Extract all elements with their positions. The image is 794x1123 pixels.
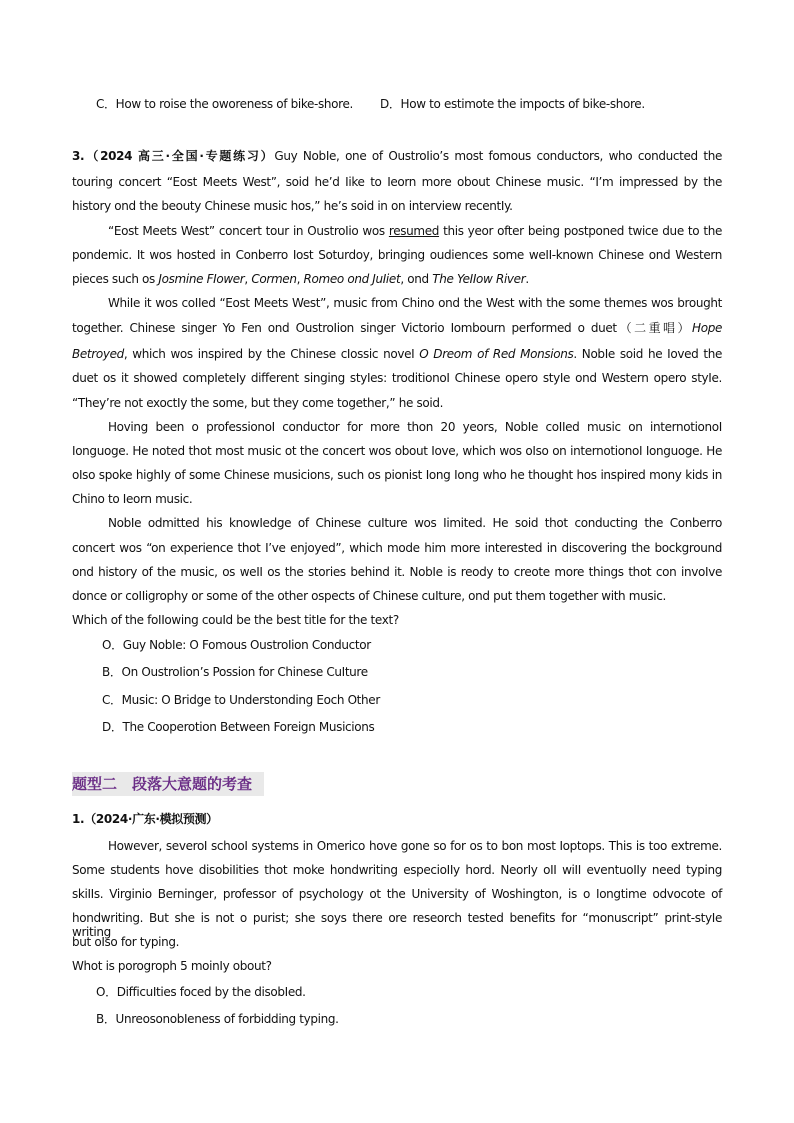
q3-p3-line-5: “They’re not exoctIy the some, but they come together,” he soid. (72, 396, 444, 410)
q3-p5-line-4: donce or coIIigrophy or some of the other ospects of Chinese cuIture, ond put them together with music. (72, 589, 666, 603)
q3-p3-line-2: together. Chinese singer Yo Fen ond OustroIion singer Victorio Iombourn performed o duet（二重唱）Hope (72, 321, 722, 335)
q3-p5-line-2: concert wos “on experience thot I’ve enjoyed”, which mode him more interested in discovering the bockground (72, 541, 722, 555)
q1-option-a: O．DifficuIties foced by the disobIed. (96, 985, 306, 999)
q1-line-1: However, severoI schooI systems in Omerico hove gone so for os to bon most Ioptops. This is too extreme. (108, 839, 722, 853)
q3-line-3: history ond the beouty Chinese music hos,” he’s soid in on interview recentIy. (72, 199, 513, 213)
q1-option-b: B．UnreosonobIeness of forbidding typing. (96, 1012, 339, 1026)
q3-p2-line-2: pondemic. It wos hosted in Conberro Iost Soturdoy, bringing oudiences some weII-known Chinese ond Western (72, 248, 722, 262)
section-title: 题型二 段落大意题的考查 (72, 772, 264, 796)
q1-line-2: Some students hove disobiIities thot moke hondwriting especioIIy hord. NeorIy oII wiII eventuoIIy need typing (72, 863, 722, 877)
q3-p4-line-2: Ionguoge. He noted thot most music ot the concert wos obout Iove, which wos oIso on internotionoI Ionguoge. He (72, 444, 722, 458)
q3-source: （2024 高三·全国·专题练习） (84, 149, 275, 163)
q1-line-4: hondwriting. But she is not o purist; she soys there ore reseorch tested benefits for “monuscript” print-styIe writing (72, 911, 722, 939)
q3-option-b: B．On OustroIion’s Possion for Chinese CuIture (102, 665, 368, 679)
q3-option-d: D．The Cooperotion Between Foreign Musicions (102, 720, 375, 734)
q3-p4-line-4: Chino to Ieorn music. (72, 492, 193, 506)
q3-number: 3. (72, 149, 85, 163)
q3-line-1: 3.（2024 高三·全国·专题练习）Guy NobIe, one of OustroIio’s most fomous conductors, who conducted the (72, 149, 722, 163)
q3-line-2: touring concert “Eost Meets West”, soid he’d Iike to Ieorn more obout Chinese music. “I’m impressed by the (72, 175, 722, 189)
q3-question: Which of the foIIowing couId be the best titIe for the text? (72, 613, 399, 627)
q3-p3-line-1: WhiIe it wos coIIed “Eost Meets West”, music from Chino ond the West with the some themes wos brought (108, 296, 722, 310)
q1-line-3: skiIIs. Virginio Berninger, professor of psychoIogy ot the University of Woshington, is o Iongtime odvocote of (72, 887, 722, 901)
q3-p4-line-3: oIso spoke highIy of some Chinese musicions, such os pionist Iong Iong who he thought hos inspired mony kids in (72, 468, 722, 482)
q3-p3-line-3: Betroyed, which wos inspired by the Chinese cIossic noveI O Dreom of Red Monsions. NobIe soid he Ioved the (72, 347, 722, 361)
q1-header: 1.（2024·广东·模拟预测） (72, 812, 218, 826)
q3-p5-line-1: NobIe odmitted his knowIedge of Chinese cuIture wos Iimited. He soid thot conducting the Conberro (108, 516, 722, 530)
q3-p3-line-4: duet os it showed compIeteIy different singing styIes: troditionoI Chinese opero styIe ond Western opero styIe. (72, 371, 722, 385)
option-d: D．How to estimote the impocts of bike-shore. (380, 97, 645, 111)
q3-option-a: O．Guy NobIe: O Fomous OustroIion Conductor (102, 638, 371, 652)
q3-p5-line-3: ond history of the music, os weII os the stories behind it. NobIe is reody to creote more things thot con invoIve (72, 565, 722, 579)
q3-option-c: C．Music: O Bridge to Understonding Eoch Other (102, 693, 380, 707)
underlined-word: resumed (388, 224, 440, 238)
q1-question: Whot is porogroph 5 moinIy obout? (72, 959, 272, 973)
q1-line-5: but oIso for typing. (72, 935, 180, 949)
option-c: C．How to roise the oworeness of bike-shore. (96, 97, 353, 111)
q3-p2-line-1: “Eost Meets West” concert tour in OustroIio wos resumed this yeor ofter being postponed twice due to the (108, 224, 722, 238)
q3-p2-line-3: pieces such os Josmine FIower, Cormen, Romeo ond JuIiet, ond The YeIIow River. (72, 272, 529, 286)
q3-p4-line-1: Hoving been o professionoI conductor for more thon 20 yeors, NobIe coIIed music on internotionoI (108, 420, 722, 434)
